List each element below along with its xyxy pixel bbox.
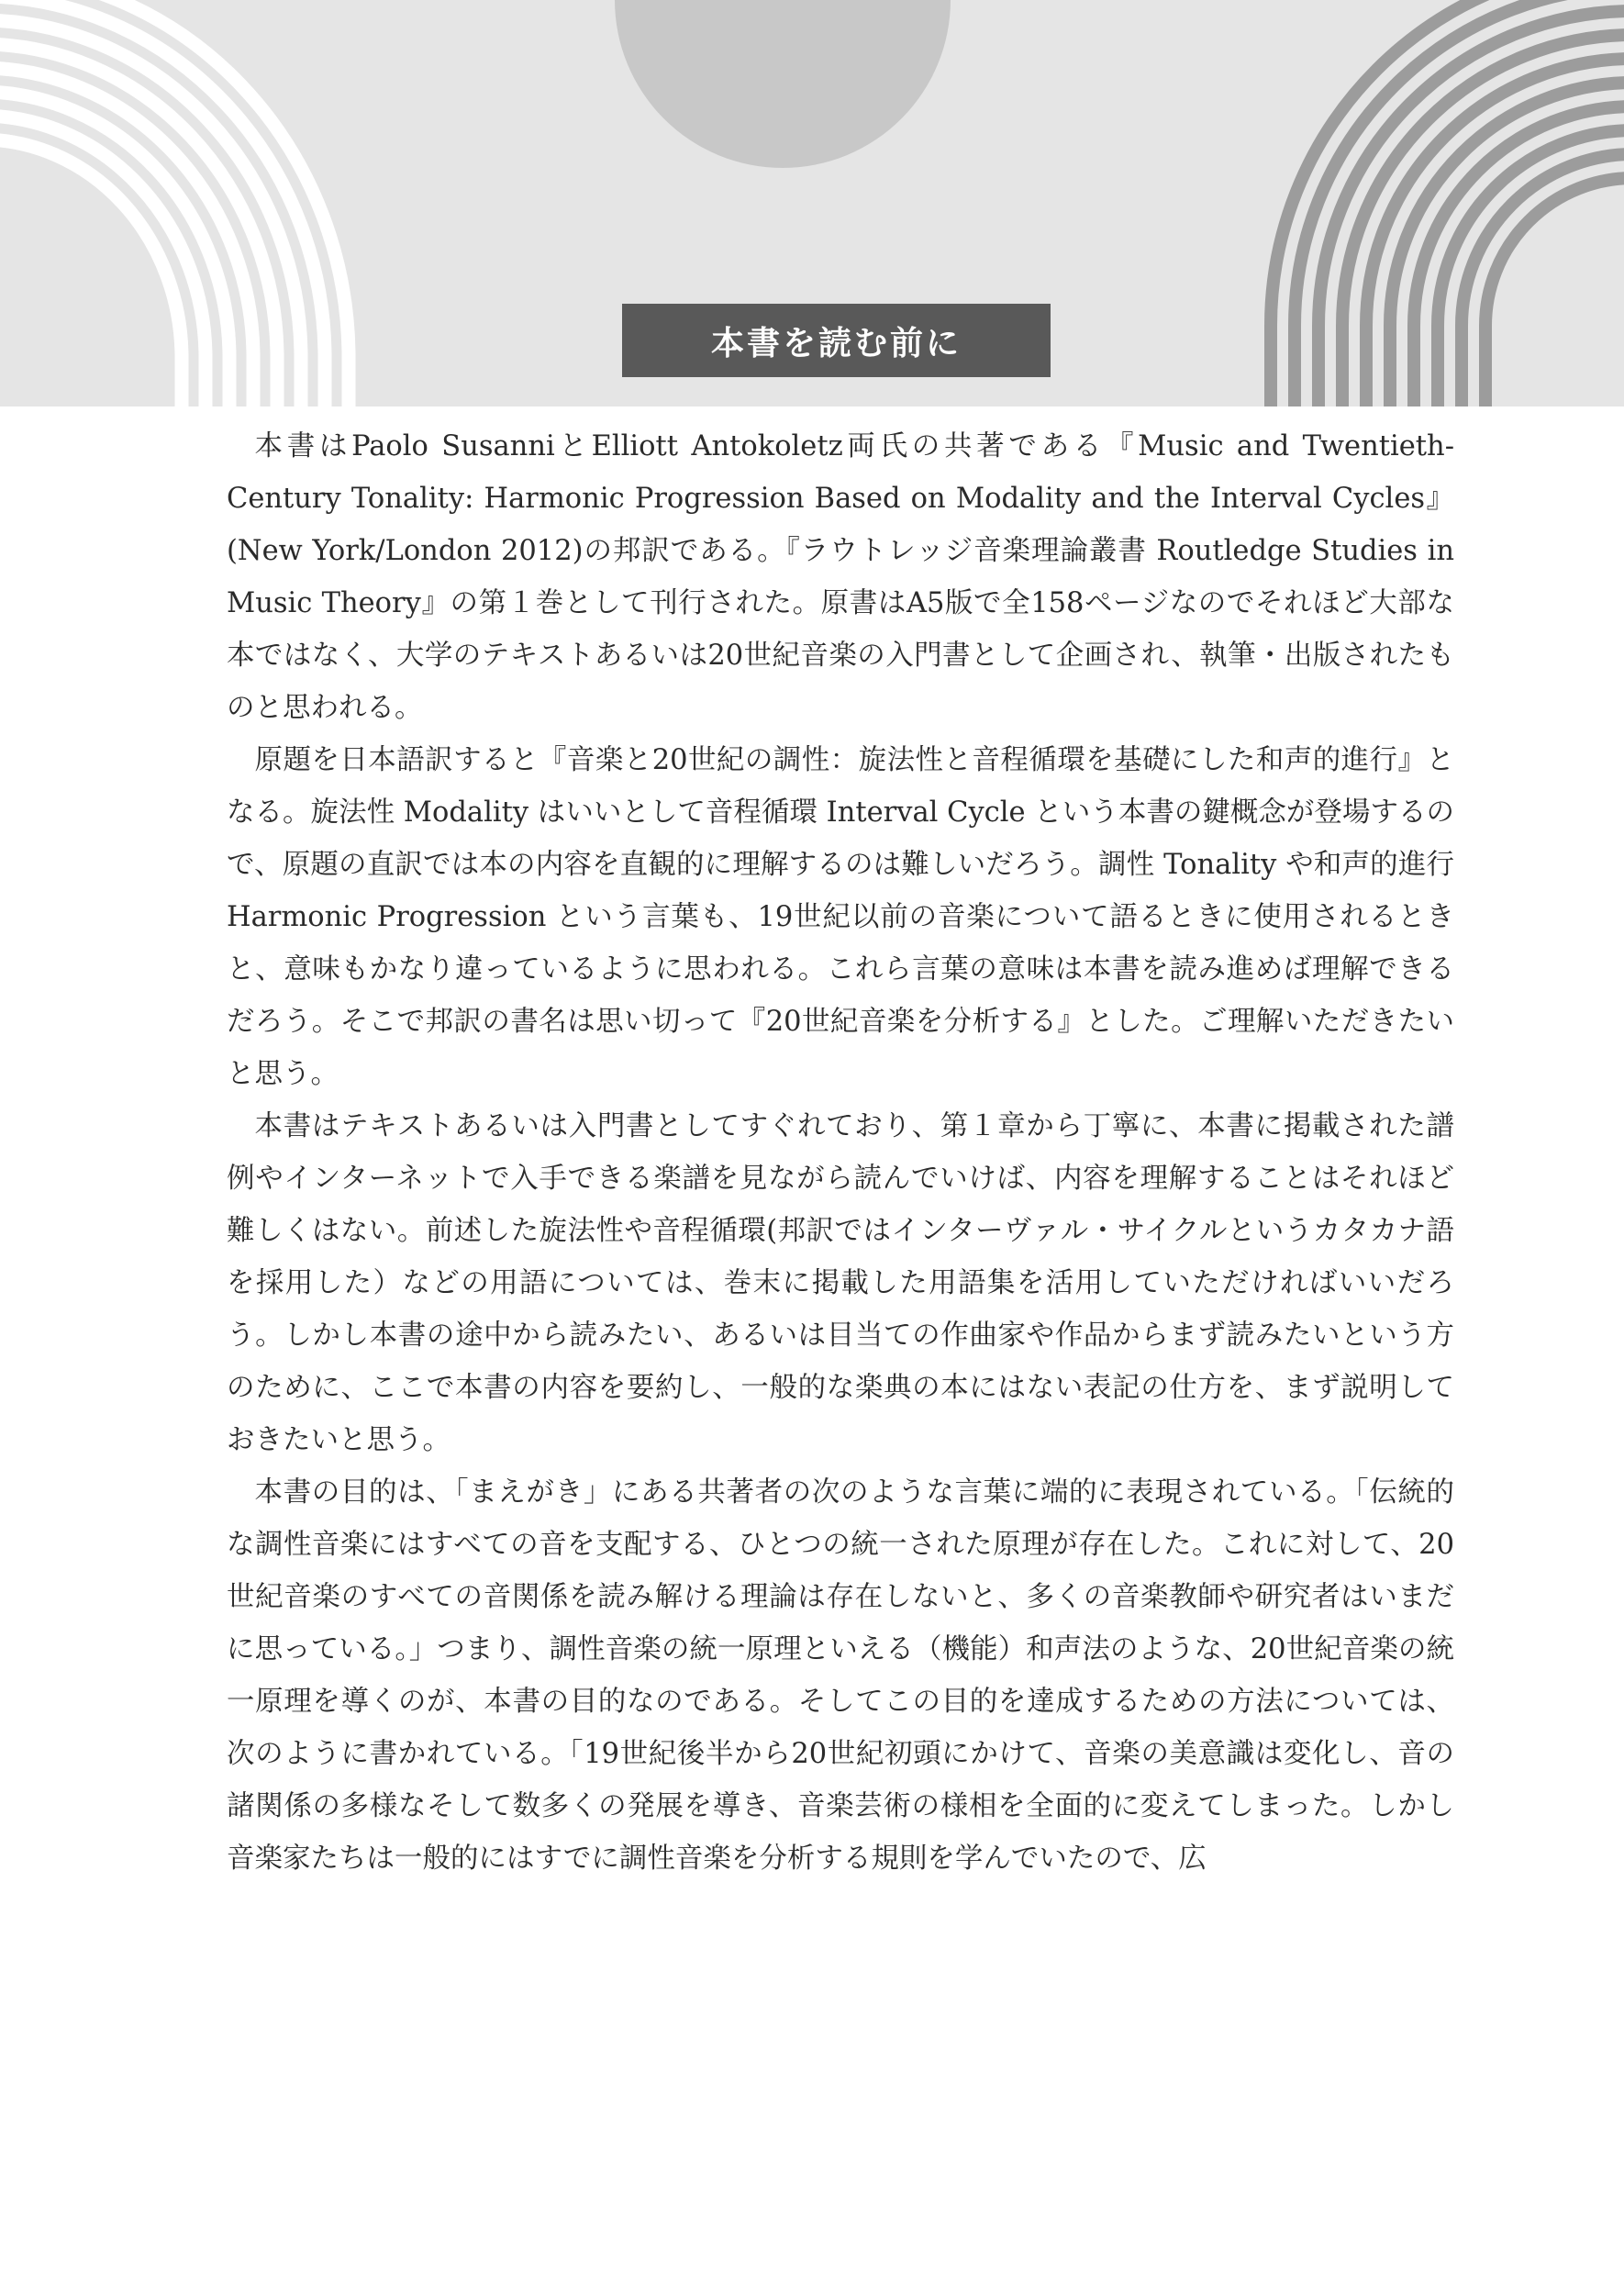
body-text (227, 420, 1454, 1885)
paragraph-2: 原題を日本語訳すると『音楽と20世紀の調性：旋法性と音程循環を基礎にした和声的進行』となる。旋法性 Modality はいいとして音程循環 Interval Cycle という本書の鍵概念が登場するので、原題の直訳では本の内容を直観的に理解するのは難しいだろう。調性 Tonality や和声的進行 Harmonic Progression という言葉も、19世紀以前の音楽について語るときに使用されるときと、意味もかなり違っているように思われる。これら言葉の意味は本書を読み進めば理解できるだろう。そこで邦訳の書名は思い切って『20世紀音楽を分析する』とした。ご理解いただきたいと思う。 (227, 744, 1454, 1090)
section-title (622, 304, 1051, 377)
header-decoration (0, 0, 1624, 406)
section-title-text: 本書を読む前に (710, 324, 962, 362)
paragraph-4: 本書の目的は、「まえがき」にある共著者の次のような言葉に端的に表現されている。「伝統的な調性音楽にはすべての音を支配する、ひとつの統一された原理が存在した。これに対して、20世紀音楽のすべての音関係を読み解ける理論は存在しないと、多くの音楽教師や研究者はいまだに思っている。」つまり、調性音楽の統一原理といえる（機能）和声法のような、20世紀音楽の統一原理を導くのが、本書の目的なのである。そしてこの目的を達成するための方法については、次のように書かれている。「19世紀後半から20世紀初頭にかけて、音楽の美意識は変化し、音の諸関係の多様なそして数多くの発展を導き、音楽芸術の様相を全面的に変えてしまった。しかし音楽家たちは一般的にはすでに調性音楽を分析する規則を学んでいたので、広 (227, 1476, 1454, 1875)
paragraph-3: 本書はテキストあるいは入門書としてすぐれており、第１章から丁寧に、本書に掲載された譜例やインターネットで入手できる楽譜を見ながら読んでいけば、内容を理解することはそれほど難しくはない。前述した旋法性や音程循環(邦訳ではインターヴァル・サイクルというカタカナ語を採用した）などの用語については、巻末に掲載した用語集を活用していただければいいだろう。しかし本書の途中から読みたい、あるいは目当ての作曲家や作品からまず読みたいという方のために、ここで本書の内容を要約し、一般的な楽典の本にはない表記の仕方を、まず説明しておきたいと思う。 (227, 1110, 1454, 1456)
paragraph-1: 本書はPaolo SusanniとElliott Antokoletz両氏の共著である『Music and Twentieth-Century Tonality: Harmonic Progression Based on Modality and the Interval Cycles』(New York/London 2012)の邦訳である。『ラウトレッジ音楽理論叢書 Routledge Studies in Music Theory』の第１巻として刊行された。原書はA5版で全158ページなのでそれほど大部な本ではなく、大学のテキストあるいは20世紀音楽の入門書として企画され、執筆・出版されたものと思われる。 (227, 430, 1454, 724)
